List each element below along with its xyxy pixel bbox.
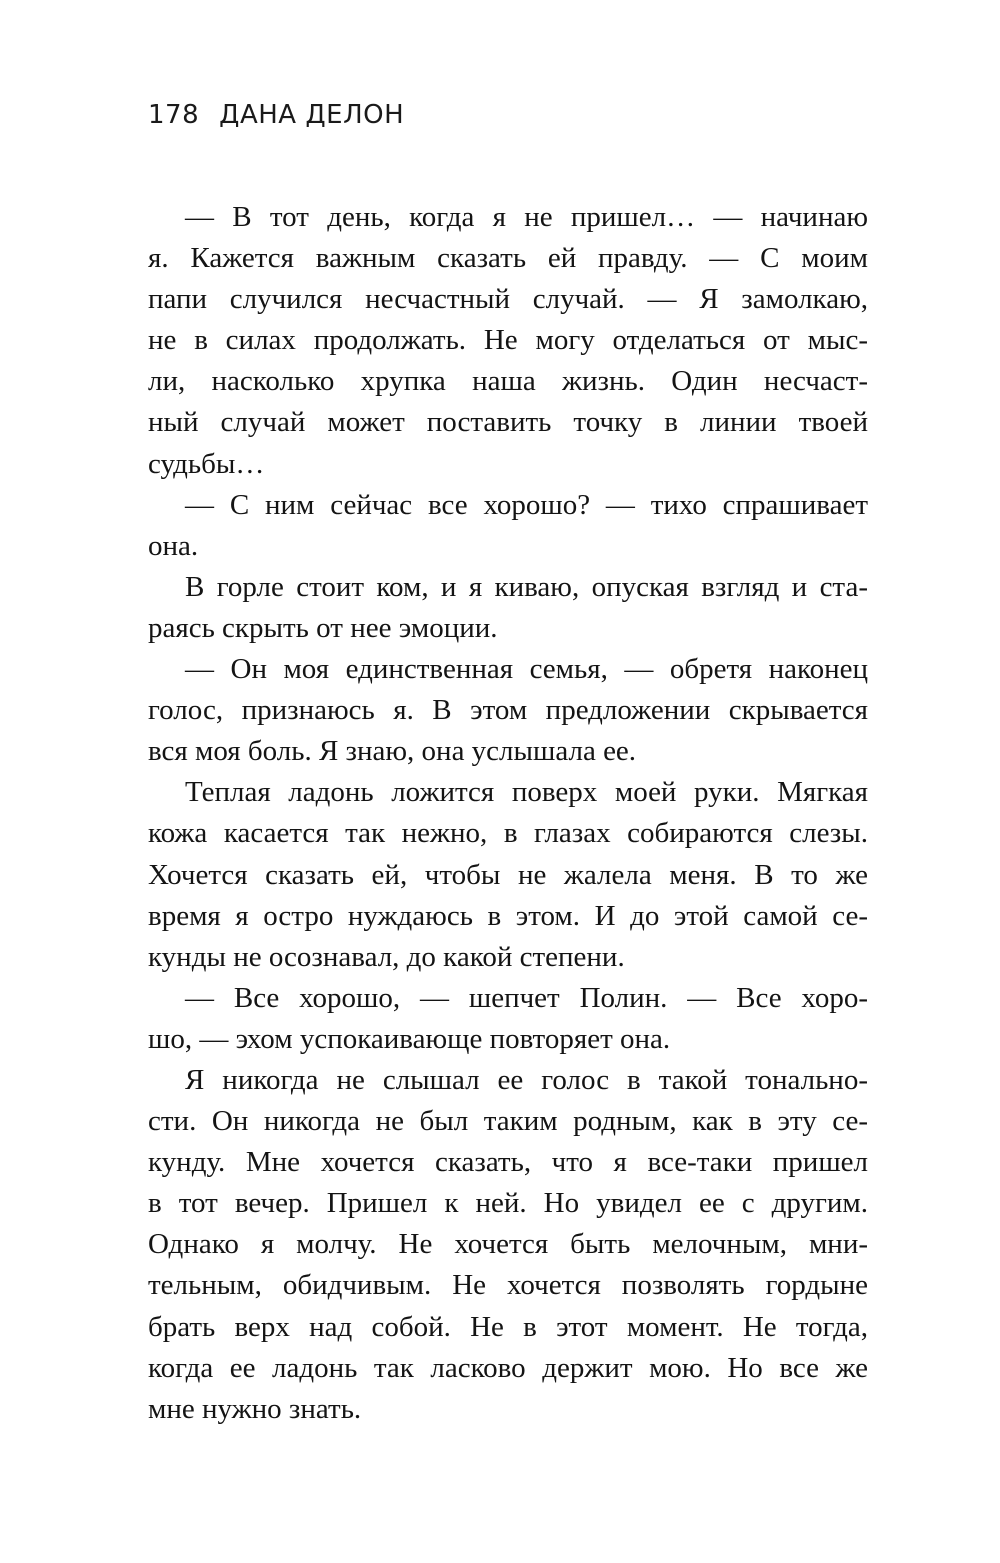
text-line: время я остро нуждаюсь в этом. И до этой самой се- bbox=[148, 899, 868, 932]
text-line: Я никогда не слышал ее голос в такой тонально- bbox=[185, 1063, 868, 1096]
text-line: в тот вечер. Пришел к ней. Но увидел ее с другим. bbox=[148, 1187, 868, 1220]
text-line: она. bbox=[148, 529, 199, 562]
text-line: я. Кажется важным сказать ей правду. — С моим bbox=[148, 242, 868, 275]
text-line: кожа касается так нежно, в глазах собираются слезы. bbox=[148, 817, 868, 850]
text-line: — Все хорошо, — шепчет Полин. — Все хоро- bbox=[185, 981, 868, 1014]
text-line: — В тот день, когда я не пришел… — начинаю bbox=[185, 201, 868, 233]
text-line: когда ее ладонь так ласково держит мою. Но все же bbox=[148, 1351, 868, 1384]
text-line: — Он моя единственная семья, — обретя наконец bbox=[185, 653, 868, 686]
running-header bbox=[148, 100, 404, 130]
text-line: сти. Он никогда не был таким родным, как в эту се- bbox=[148, 1105, 868, 1138]
text-line: раясь скрыть от нее эмоции. bbox=[148, 611, 498, 644]
text-line: шо, — эхом успокаивающе повторяет она. bbox=[148, 1022, 671, 1055]
text-line: судьбы… bbox=[148, 447, 265, 480]
text-line: мне нужно знать. bbox=[148, 1392, 362, 1425]
text-line: брать верх над собой. Не в этот момент. Не тогда, bbox=[148, 1310, 868, 1343]
text-line: В горле стоит ком, и я киваю, опуская взгляд и ста- bbox=[185, 570, 868, 603]
text-line: Хочется сказать ей, чтобы не жалела меня. В то же bbox=[148, 858, 868, 891]
text-line: тельным, обидчивым. Не хочется позволять гордыне bbox=[148, 1269, 868, 1302]
text-line: Теплая ладонь ложится поверх моей руки. Мягкая bbox=[185, 776, 868, 809]
page-number: 178 bbox=[148, 100, 200, 130]
text-line: кунду. Мне хочется сказать, что я все-таки пришел bbox=[148, 1146, 868, 1179]
text-line: папи случился несчастный случай. — Я замолкаю, bbox=[148, 283, 868, 316]
text-line: вся моя боль. Я знаю, она услышала ее. bbox=[148, 735, 637, 768]
text-line: — С ним сейчас все хорошо? — тихо спрашивает bbox=[185, 488, 868, 521]
text-line: Однако я молчу. Не хочется быть мелочным, мни- bbox=[148, 1228, 868, 1261]
author-name: ДАНА ДЕЛОН bbox=[219, 100, 405, 130]
text-line: ли, насколько хрупка наша жизнь. Один несчаст- bbox=[148, 365, 868, 398]
text-line: не в силах продолжать. Не могу отделаться от мыс- bbox=[148, 324, 868, 357]
text-line: голос, признаюсь я. В этом предложении скрывается bbox=[148, 694, 868, 727]
text-line: ный случай может поставить точку в линии твоей bbox=[148, 406, 868, 439]
text-line: кунды не осознавал, до какой степени. bbox=[148, 940, 625, 973]
body-text bbox=[148, 197, 868, 1430]
